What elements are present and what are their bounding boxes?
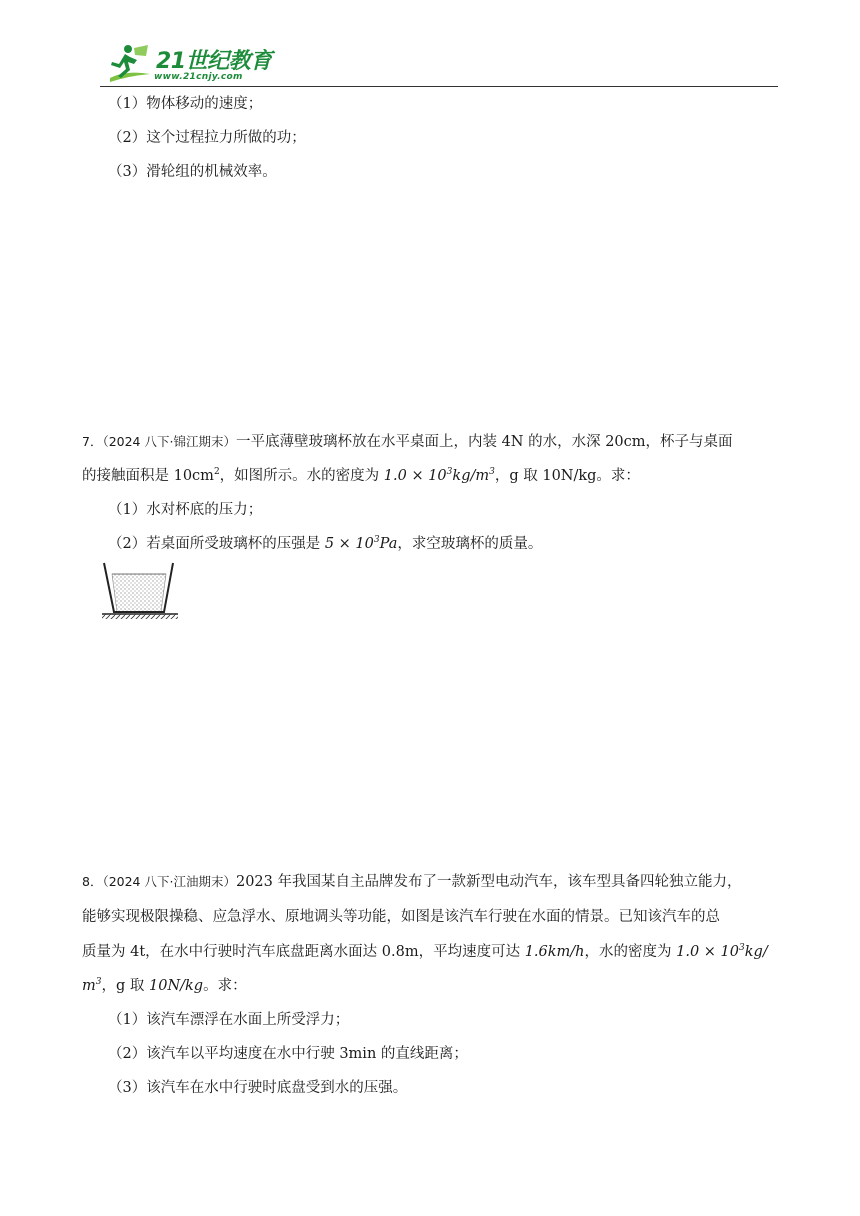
q7-text-1: 一平底薄壁玻璃杯放在水平桌面上，内装 4N 的水，水深 20cm，杯子与桌面 — [235, 434, 733, 450]
q8-density-unit: kg/ — [744, 944, 768, 960]
q8-line-2: 能够实现极限操稳、应急浮水、原地调头等功能，如图是该汽车行驶在水面的情景。已知该汽车的总 — [82, 909, 720, 925]
q7-density-base: 1.0 × 10 — [383, 468, 447, 484]
logo-url: www.21cnjy.com — [154, 72, 243, 82]
q8-line-4 — [82, 976, 247, 996]
q7-density-unit-exp: 3 — [489, 467, 495, 477]
q8-source: （2024 八下·江油期末） — [102, 874, 236, 889]
q6-item-2: （2）这个过程拉力所做的功； — [108, 130, 306, 146]
site-logo — [104, 42, 274, 84]
q7-pressure-unit: Pa — [379, 536, 398, 552]
q8-text-3a: 质量为 4t，在水中行驶时汽车底盘距离水面达 0.8m，平均速度可达 — [82, 944, 525, 960]
q7-item-2 — [108, 534, 542, 554]
q8-text-1: 2023 年我国某自主品牌发布了一款新型电动汽车，该车型具备四轮独立能力， — [235, 874, 742, 890]
q8-text-3b: ，水的密度为 — [584, 944, 677, 960]
q7-density-unit: kg/m — [452, 468, 490, 484]
q8-line-3 — [82, 942, 768, 962]
water-fill — [112, 574, 166, 612]
q7-pressure-formula — [325, 536, 398, 552]
q7-density-formula — [384, 468, 495, 484]
q7-text-2b: ，如图所示。水的密度为 — [219, 468, 384, 484]
q8-density-exp: 3 — [739, 943, 745, 953]
q7-number: 7． — [82, 434, 103, 449]
q8-unit-m: m — [82, 978, 96, 994]
q7-item-2a: （2）若桌面所受玻璃杯的压强是 — [108, 536, 325, 552]
q7-sup-area: 2 — [213, 467, 220, 477]
glass-cup-figure — [100, 560, 180, 626]
q8-text-4b: ，g 取 — [101, 978, 149, 994]
q7-item-1: （1）水对杯底的压力； — [108, 502, 263, 518]
q8-density-unit-cont — [82, 978, 101, 994]
logo-text: 21世纪教育 — [156, 49, 272, 74]
q7-line-1 — [82, 432, 733, 452]
running-person-logo-icon — [104, 42, 154, 84]
q8-item-2: （2）该汽车以平均速度在水中行驶 3min 的直线距离； — [108, 1046, 468, 1062]
q8-item-1: （1）该汽车漂浮在水面上所受浮力； — [108, 1012, 350, 1028]
q8-gravity-value: 10N/kg — [149, 978, 204, 994]
q6-item-1: （1）物体移动的速度； — [108, 96, 263, 112]
q8-speed-value: 1.6km/h — [524, 944, 585, 960]
q7-density-exp: 3 — [446, 467, 453, 477]
q7-pressure-exp: 3 — [373, 535, 380, 545]
q8-density-formula — [676, 944, 768, 960]
q6-item-3: （3）滑轮组的机械效率。 — [108, 164, 277, 180]
q8-text-4c: 。求： — [203, 978, 247, 994]
q8-density-base: 1.0 × 10 — [676, 944, 740, 960]
page-header — [100, 40, 778, 87]
glass-cup-diagram — [100, 560, 180, 626]
q7-text-2a: 的接触面积是 10cm — [82, 468, 214, 484]
q7-line-2 — [82, 466, 640, 486]
q8-item-3: （3）该汽车在水中行驶时底盘受到水的压强。 — [108, 1080, 408, 1096]
q7-pressure-base: 5 × 10 — [324, 536, 374, 552]
q8-unit-m-exp: 3 — [95, 977, 102, 987]
q7-source: （2024 八下·锦江期末） — [102, 434, 236, 449]
q7-item-2b: ，求空玻璃杯的质量。 — [397, 536, 543, 552]
q8-line-1 — [82, 872, 741, 892]
q7-text-2c: ，g 取 10N/kg。求： — [494, 468, 640, 484]
q8-number: 8． — [82, 874, 103, 889]
